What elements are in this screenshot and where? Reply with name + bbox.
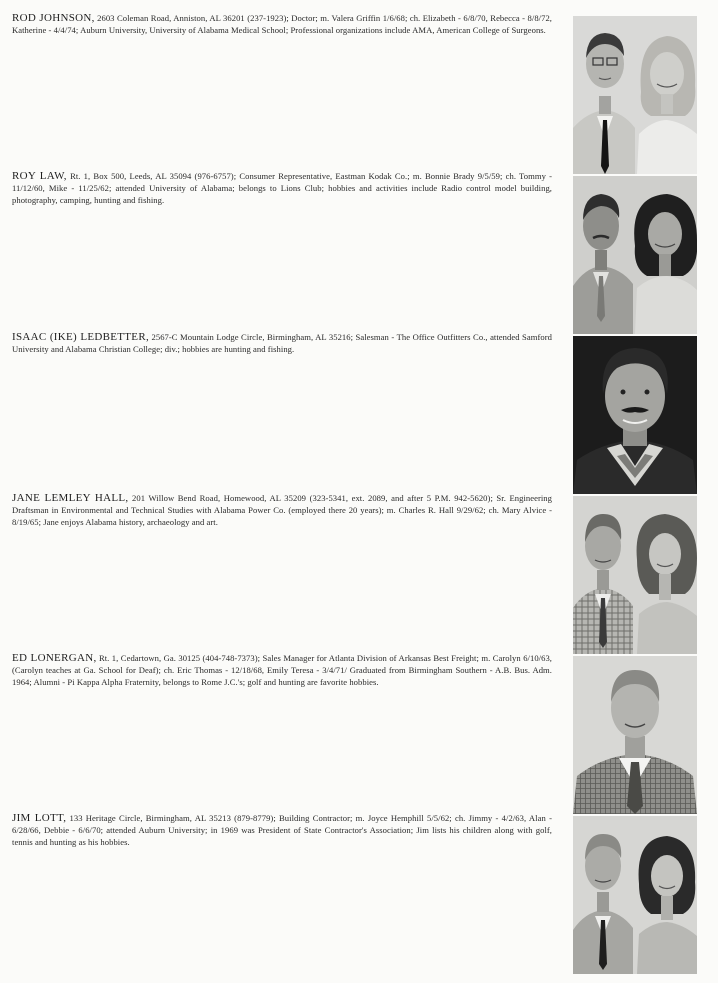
entry-name: JANE LEMLEY HALL, [12, 492, 129, 504]
portrait-photo [573, 336, 697, 494]
directory-entry [12, 652, 552, 688]
entry-details: 201 Willow Bend Road, Homewood, AL 35209 (323-5341, ext. 2089, and after 5 P.M. 942-5620); Sr. Engineering Draftsman in Environmental and Technical Studies with Alabama Power Co. (employed there 20 years); m. Charles R. Hall 9/29/62; ch. Mary Alvice - 8/19/65; Jane enjoys Alabama history, archaeology and art. [12, 493, 552, 527]
couple-portrait-photo [573, 496, 697, 654]
entry-name: ED LONERGAN, [12, 652, 97, 664]
directory-entry [12, 492, 552, 528]
directory-entry [12, 170, 552, 206]
couple-portrait-photo [573, 816, 697, 974]
directory-entry [12, 12, 552, 36]
entry-details: Rt. 1, Cedartown, Ga. 30125 (404-748-7373); Sales Manager for Atlanta Division of Arkansas Best Freight; m. Carolyn 6/10/63, (Carolyn teaches at Ga. School for Deaf); ch. Eric Thomas - 12/18/68, Emily Teresa - 3/4/71/ Graduated from Birmingham Southern - A.B. Bus. Adm. 1964; Alumni - Pi Kappa Alpha Fraternity, belongs to Rome J.C.'s; golf and hunting are favorite hobbies. [12, 653, 553, 687]
entry-name: ISAAC (IKE) LEDBETTER, [12, 331, 150, 343]
entry-details: 133 Heritage Circle, Birmingham, AL 35213 (879-8779); Building Contractor; m. Joyce Hemphill 5/5/62; ch. Jimmy - 4/2/63, Alan - 6/28/66, Debbie - 6/6/70; attended Auburn University; in 1969 was President of State Contractor's Association; Jim lists his children along with golf, tennis and hunting as his hobbies. [12, 813, 552, 847]
entry-details: Rt. 1, Box 500, Leeds, AL 35094 (976-6757); Consumer Representative, Eastman Kodak Co.; m. Bonnie Brady 9/5/59; ch. Tommy - 11/12/60, Mike - 11/25/62; attended University of Alabama; belongs to Lions Club; hobbies and activities include Radio control model building, photography, camping, hunting and fishing. [12, 171, 553, 205]
entry-name: JIM LOTT, [12, 812, 67, 824]
directory-entry [12, 812, 552, 848]
portrait-photo [573, 656, 697, 814]
couple-portrait-photo [573, 176, 697, 334]
directory-entry [12, 331, 552, 355]
entry-name: ROY LAW, [12, 170, 67, 182]
entry-details: 2567-C Mountain Lodge Circle, Birmingham, AL 35216; Salesman - The Office Outfitters Co., attended Samford University and Alabama Christian College; div.; hobbies are hunting and fishing. [12, 332, 552, 354]
entry-details: 2603 Coleman Road, Anniston, AL 36201 (237-1923); Doctor; m. Valera Griffin 1/6/68; ch. Elizabeth - 6/8/70, Rebecca - 8/8/72, Katherine - 4/4/74; Auburn University, University of Alabama Medical School; Professional organizations include AMA, American College of Surgeons. [12, 13, 552, 35]
entry-name: ROD JOHNSON, [12, 12, 95, 24]
couple-portrait-photo [573, 16, 697, 174]
